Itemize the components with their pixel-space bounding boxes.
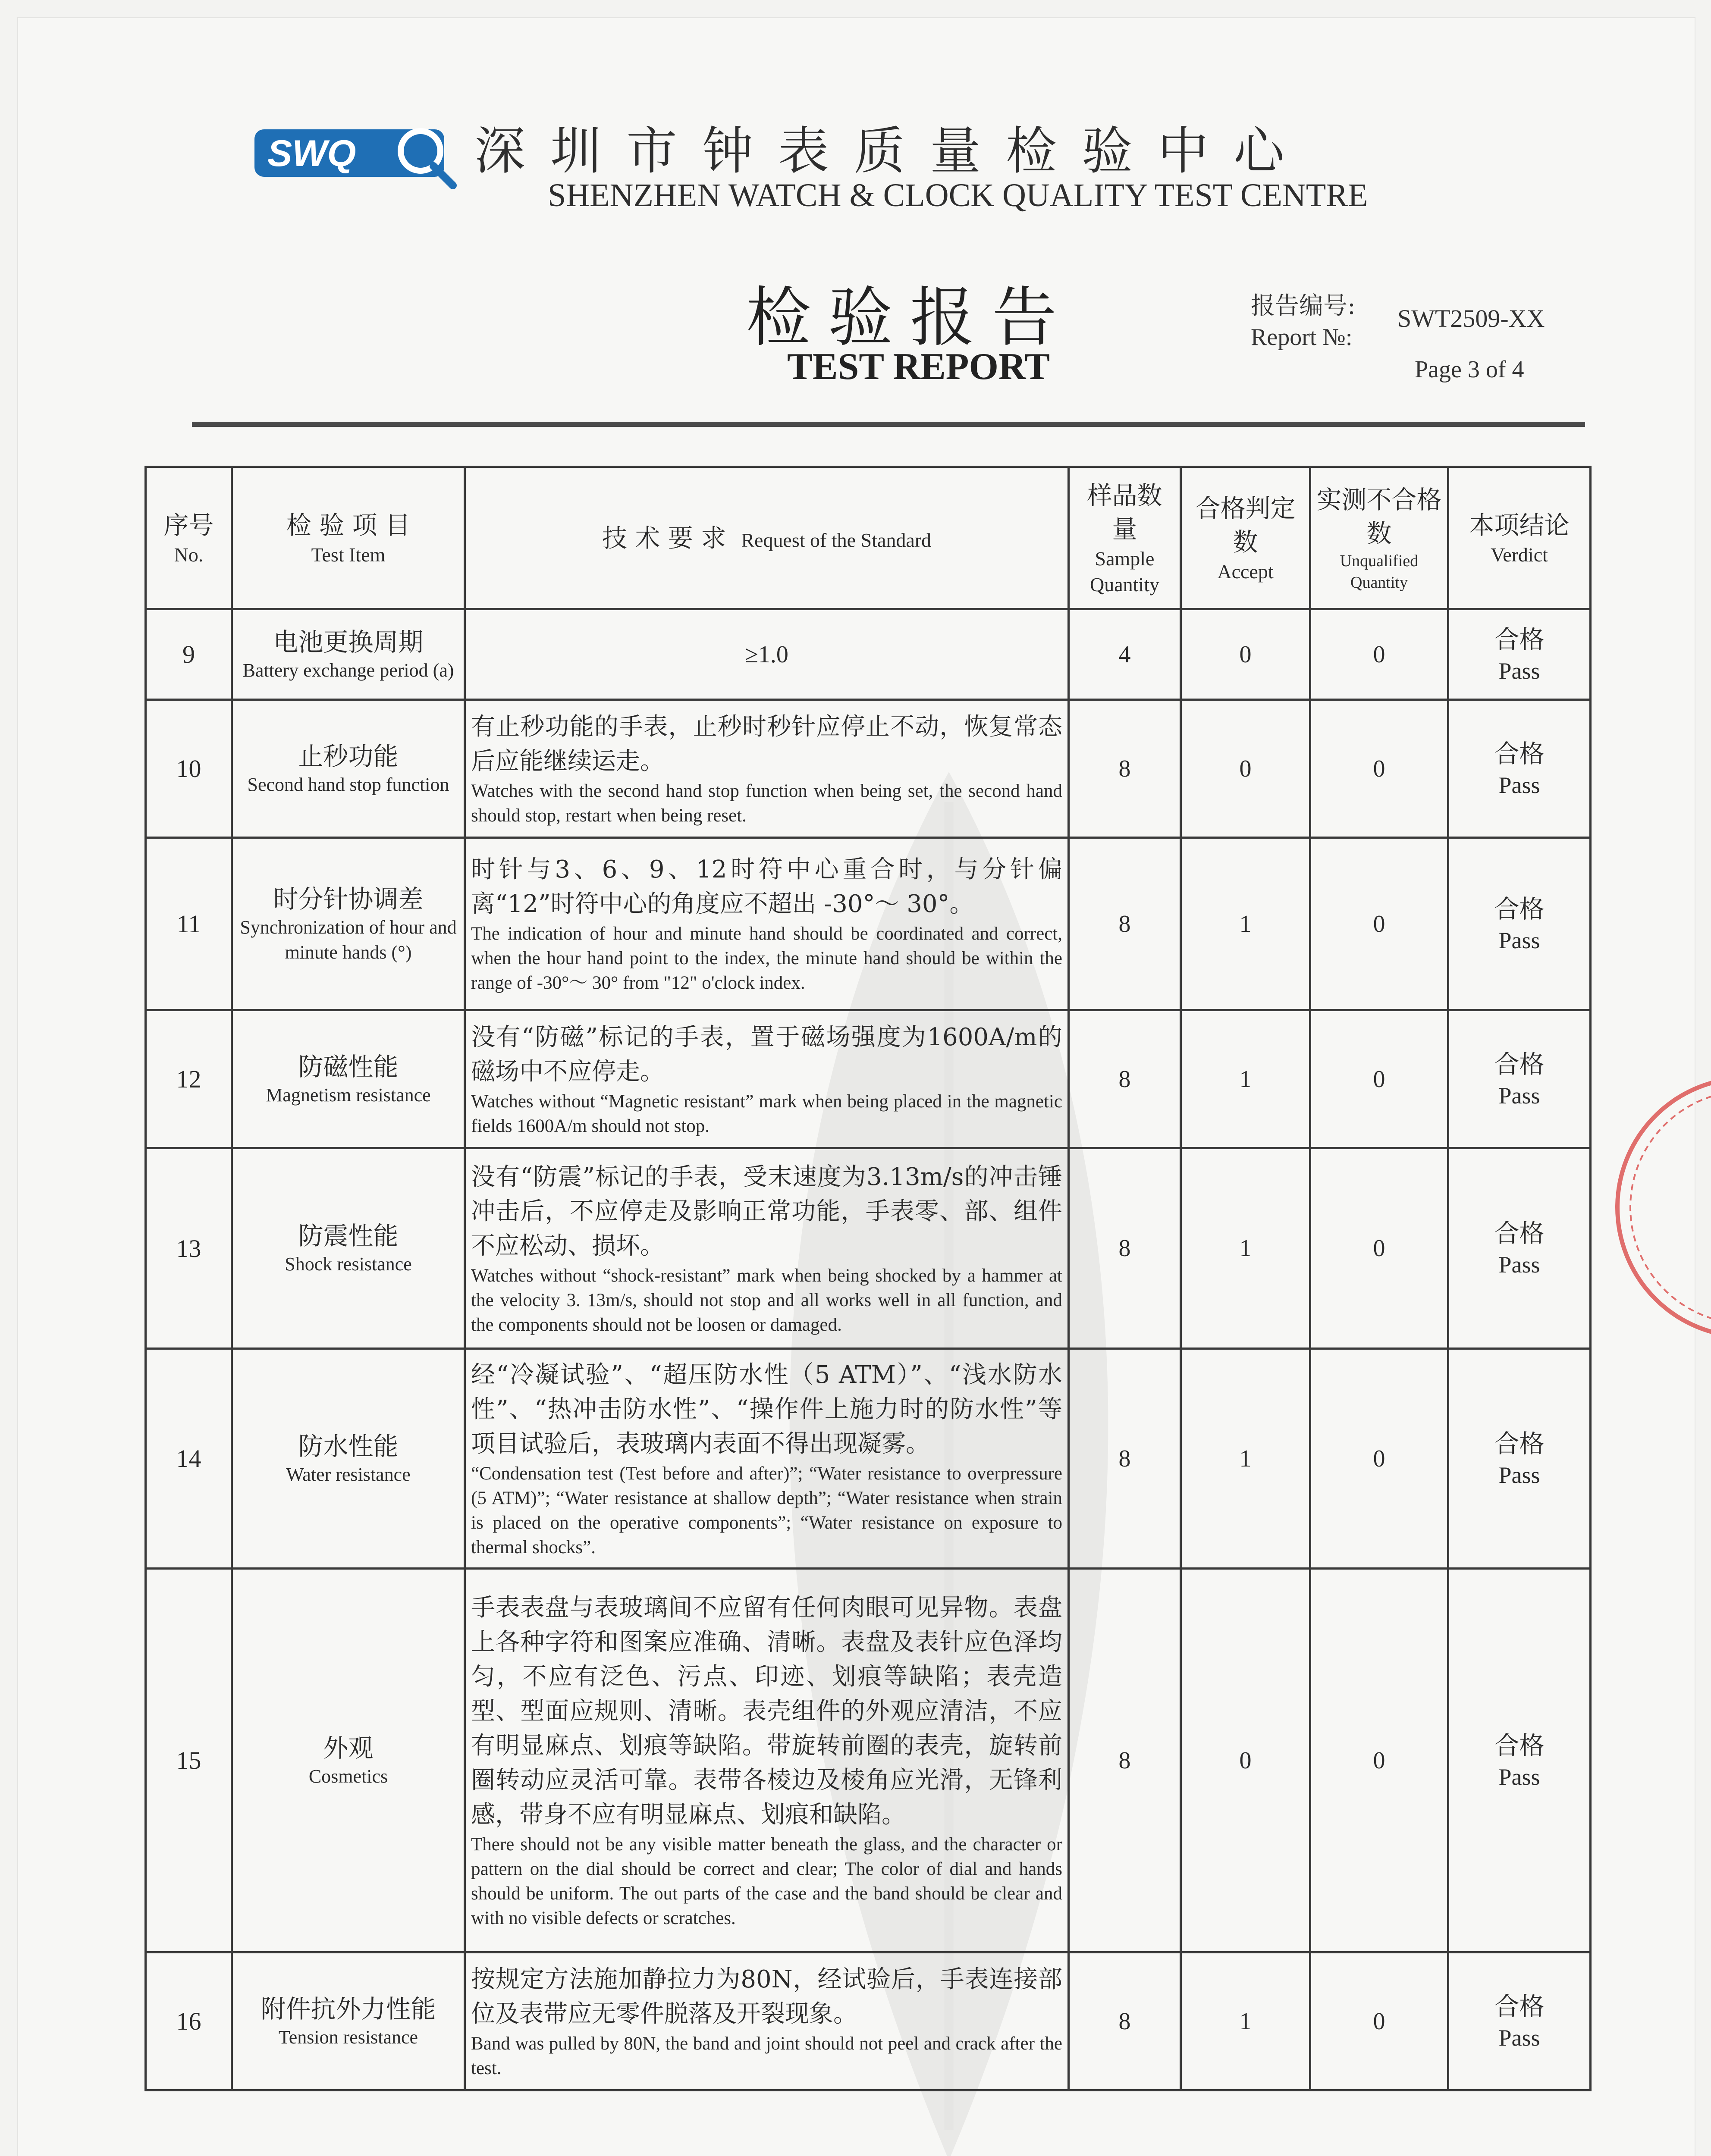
sample-quantity: 8: [1069, 700, 1181, 838]
table-row: [146, 1148, 1591, 1349]
unqualified-count: 0: [1310, 609, 1448, 700]
table-row: [146, 609, 1591, 700]
row-number: 11: [146, 838, 232, 1010]
row-number: 10: [146, 700, 232, 838]
swqc-logo: [250, 121, 466, 190]
unqualified-count: 0: [1310, 1148, 1448, 1349]
accept-count: 1: [1181, 1148, 1310, 1349]
accept-count: 1: [1181, 1349, 1310, 1569]
test-item: 止秒功能 Second hand stop function: [232, 700, 465, 838]
unqualified-count: 0: [1310, 838, 1448, 1010]
col-header-sample-quantity: 样品数量 Sample Quantity: [1069, 467, 1181, 609]
sample-quantity: 8: [1069, 1148, 1181, 1349]
test-item: 防水性能 Water resistance: [232, 1349, 465, 1569]
verdict: 合格 Pass: [1448, 700, 1591, 838]
test-results-table: [144, 466, 1592, 2091]
verdict: 合格 Pass: [1448, 1148, 1591, 1349]
verdict: 合格 Pass: [1448, 1569, 1591, 1952]
sample-quantity: 4: [1069, 609, 1181, 700]
standard-request: 没有“防磁”标记的手表，置于磁场强度为1600A/m的磁场中不应停走。 Watches without “Magnetic resistant” mark when being placed in the magnetic fields 1600A/m should not stop.: [465, 1010, 1069, 1148]
report-number-label-en: Report №:: [1251, 324, 1353, 351]
test-item: 外观 Cosmetics: [232, 1569, 465, 1952]
standard-request: 经“冷凝试验”、“超压防水性（5 ATM）”、“浅水防水性”、“热冲击防水性”、“操作件上施力时的防水性”等项目试验后，表玻璃内表面不得出现凝雾。 “Condensation test (Test before and after)”; “Water resistance to overpressure (5 ATM)”; “Water resistance at shallow depth”; “Water resistance when strain is placed on the operative components”; “Water resistance on exposure to thermal shocks”.: [465, 1349, 1069, 1569]
verdict: 合格 Pass: [1448, 1010, 1591, 1148]
col-header-no: 序号 No.: [146, 467, 232, 609]
unqualified-count: 0: [1310, 1952, 1448, 2090]
accept-count: 0: [1181, 1569, 1310, 1952]
table-row: [146, 1010, 1591, 1148]
sample-quantity: 8: [1069, 838, 1181, 1010]
test-item: 防磁性能 Magnetism resistance: [232, 1010, 465, 1148]
accept-count: 1: [1181, 1010, 1310, 1148]
verdict: 合格 Pass: [1448, 1349, 1591, 1569]
unqualified-count: 0: [1310, 1349, 1448, 1569]
standard-request: 没有“防震”标记的手表，受末速度为3.13m/s的冲击锤冲击后，不应停走及影响正常功能，手表零、部、组件不应松动、损坏。 Watches without “shock-resistant” mark when being shocked by a hammer at the velocity 3. 13m/s, should not stop and all works well in all function, and the components should not be loosen or damaged.: [465, 1148, 1069, 1349]
org-name-en: SHENZHEN WATCH & CLOCK QUALITY TEST CENTRE: [548, 177, 1368, 213]
row-number: 13: [146, 1148, 232, 1349]
test-item: 防震性能 Shock resistance: [232, 1148, 465, 1349]
test-item: 电池更换周期 Battery exchange period (a): [232, 609, 465, 700]
sample-quantity: 8: [1069, 1952, 1181, 2090]
table-row: [146, 838, 1591, 1010]
table-header-row: [146, 467, 1591, 609]
row-number: 15: [146, 1569, 232, 1952]
col-header-unqualified: 实测不合格数 Unqualified Quantity: [1310, 467, 1448, 609]
row-number: 12: [146, 1010, 232, 1148]
sample-quantity: 8: [1069, 1569, 1181, 1952]
col-header-request: 技 术 要 求 Request of the Standard: [465, 467, 1069, 609]
sample-quantity: 8: [1069, 1010, 1181, 1148]
unqualified-count: 0: [1310, 1569, 1448, 1952]
verdict: 合格 Pass: [1448, 609, 1591, 700]
standard-request: 按规定方法施加静拉力为80N，经试验后，手表连接部位及表带应无零件脱落及开裂现象。 Band was pulled by 80N, the band and joint should not peel and crack after the test.: [465, 1952, 1069, 2090]
unqualified-count: 0: [1310, 1010, 1448, 1148]
test-item: 附件抗外力性能 Tension resistance: [232, 1952, 465, 2090]
report-title-cn: 检验报告: [746, 280, 1074, 355]
org-name-cn: 深圳市钟表质量检验中心: [474, 121, 1310, 181]
accept-count: 1: [1181, 1952, 1310, 2090]
row-number: 9: [146, 609, 232, 700]
standard-request: 时针与3、6、9、12时符中心重合时，与分针偏离“12”时符中心的角度应不超出 -30°～ 30°。 The indication of hour and minute hand should be coordinated and correct, when the hour hand point to the index, the minute hand should be within the range of -30°～ 30° from "12" o'clock index.: [465, 838, 1069, 1010]
table-row: [146, 700, 1591, 838]
report-number-label-cn: 报告编号:: [1251, 292, 1356, 320]
accept-count: 1: [1181, 838, 1310, 1010]
table-row: [146, 1569, 1591, 1952]
standard-request: 有止秒功能的手表，止秒时秒针应停止不动，恢复常态后应能继续运走。 Watches with the second hand stop function when being set, the second hand should stop, restart when being reset.: [465, 700, 1069, 838]
unqualified-count: 0: [1310, 700, 1448, 838]
report-title-en: TEST REPORT: [787, 346, 1050, 388]
accept-count: 0: [1181, 609, 1310, 700]
table-row: [146, 1349, 1591, 1569]
col-header-test-item: 检 验 项 目 Test Item: [232, 467, 465, 609]
row-number: 14: [146, 1349, 232, 1569]
official-seal-stamp: [1604, 1044, 1711, 1371]
report-number: SWT2509-XX: [1397, 304, 1545, 332]
col-header-verdict: 本项结论 Verdict: [1448, 467, 1591, 609]
test-item: 时分针协调差 Synchronization of hour and minute hands (°): [232, 838, 465, 1010]
svg-text:SWQ: SWQ: [267, 133, 356, 174]
page-indicator: Page 3 of 4: [1415, 356, 1524, 383]
accept-count: 0: [1181, 700, 1310, 838]
verdict: 合格 Pass: [1448, 1952, 1591, 2090]
header-divider: [192, 422, 1585, 427]
table-row: [146, 1952, 1591, 2090]
standard-request: ≥1.0: [465, 609, 1069, 700]
standard-request: 手表表盘与表玻璃间不应留有任何肉眼可见异物。表盘上各种字符和图案应准确、清晰。表盘及表针应色泽均匀，不应有泛色、污点、印迹、划痕等缺陷；表壳造型、型面应规则、清晰。表壳组件的外观应清洁，不应有明显麻点、划痕等缺陷。带旋转前圈的表壳，旋转前圈转动应灵活可靠。表带各棱边及棱角应光滑，无锋利感，带身不应有明显麻点、划痕和缺陷。 There should not be any visible matter beneath the glass, and the character or pattern on the dial should be correct and clear; The color of dial and hands should be uniform. The out parts of the case and the band should be clear and with no visible defects or scratches.: [465, 1569, 1069, 1952]
row-number: 16: [146, 1952, 232, 2090]
sample-quantity: 8: [1069, 1349, 1181, 1569]
col-header-accept: 合格判定数 Accept: [1181, 467, 1310, 609]
verdict: 合格 Pass: [1448, 838, 1591, 1010]
